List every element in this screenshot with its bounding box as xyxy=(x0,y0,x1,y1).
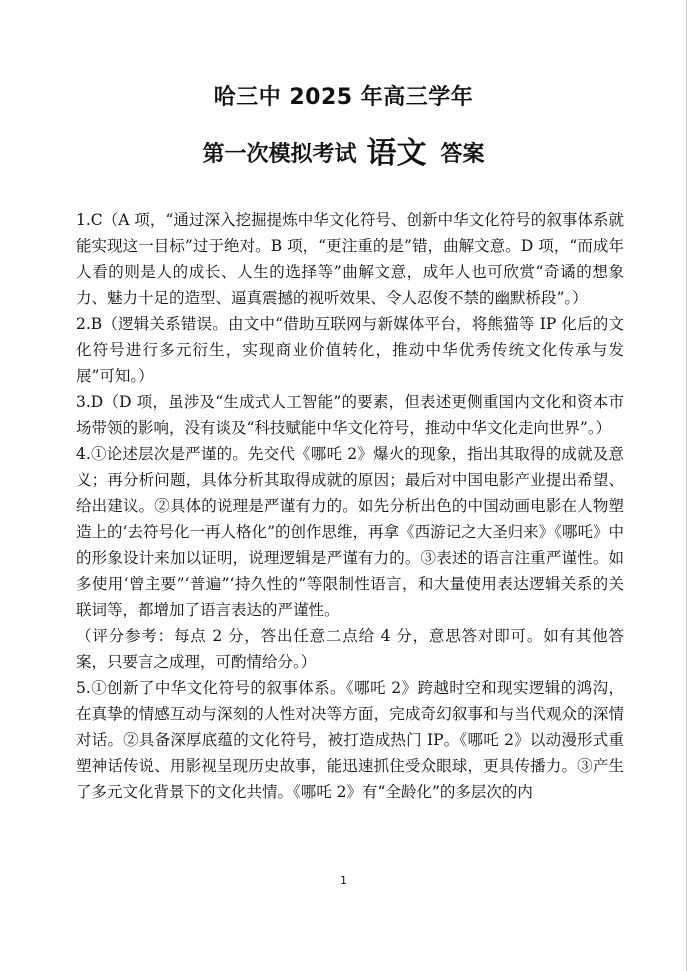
answer-4-scoring-note: （评分参考：每点 2 分，答出任意二点给 4 分，意思答对即可。如有其他答案，只要言之成理，可酌情给分。） xyxy=(76,627,624,671)
page-number: 1 xyxy=(340,874,347,887)
answer-body xyxy=(76,207,624,805)
answer-4: 4.①论述层次是严谨的。先交代《哪吒 2》爆火的现象，指出其取得的成就及意义；再分析问题，具体分析其取得成就的原因；最后对中国电影产业提出希望、给出建议。②具体的说理是严谨有力的。如先分析出色的中国动画电影在人物塑造上的‘去符号化一再人格化”的创作思维，再拿《西游记之大圣归来》《哪吒》中的形象设计来加以证明，说理逻辑是严谨有力的。③表述的语言注重严谨性。如多使用‘曾主要”‘普遍”‘持久性的”等限制性语言，和大量使用表达逻辑关系的关联词等，都增加了语言表达的严谨性。 xyxy=(76,445,624,619)
answer-5: 5.①创新了中华文化符号的叙事体系。《哪吒 2》跨越时空和现实逻辑的鸿沟，在真挚的情感互动与深刻的人性对决等方面，完成奇幻叙事和与当代观众的深情对话。②具备深厚底蕴的文化符号，被打造成热门 IP。《哪吒 2》以动漫形式重塑神话传说、用影视呈现历史故事，能迅速抓住受众眼球，更具传播力。③产生了多元文化背景下的文化共情。《哪吒 2》有“全龄化”的多层次的内 xyxy=(76,679,624,801)
title-answer-label: 答案 xyxy=(440,142,485,167)
document-title-line2 xyxy=(0,128,687,172)
document-title-line1: 哈三中 2025 年高三学年 xyxy=(213,85,474,110)
title-exam-name: 第一次模拟考试 xyxy=(202,142,357,167)
answer-3: 3.D（D 项，虽涉及“生成式人工智能”的要素，但表述更侧重国内文化和资本市场带领的影响，没有谈及“科技赋能中华文化符号，推动中华文化走向世界”。） xyxy=(76,393,624,437)
answer-1: 1.C（A 项，“通过深入挖掘提炼中华文化符号、创新中华文化符号的叙事体系就能实现这一目标”过于绝对。B 项，“更注重的是”错，曲解文意。D 项，“而成年人看的则是人的成长、人生的选择等”曲解文意，成年人也可欣赏“奇谲的想象力、魅力十足的造型、逼真震撼的视听效果、令人忍俊不禁的幽默桥段”。） xyxy=(76,211,624,307)
title-subject: 语文 xyxy=(366,136,427,171)
answer-2: 2.B（逻辑关系错误。由文中“借助互联网与新媒体平台，将熊猫等 IP 化后的文化符号进行多元衍生，实现商业价值转化，推动中华优秀传统文化传承与发展”可知。） xyxy=(76,315,624,385)
